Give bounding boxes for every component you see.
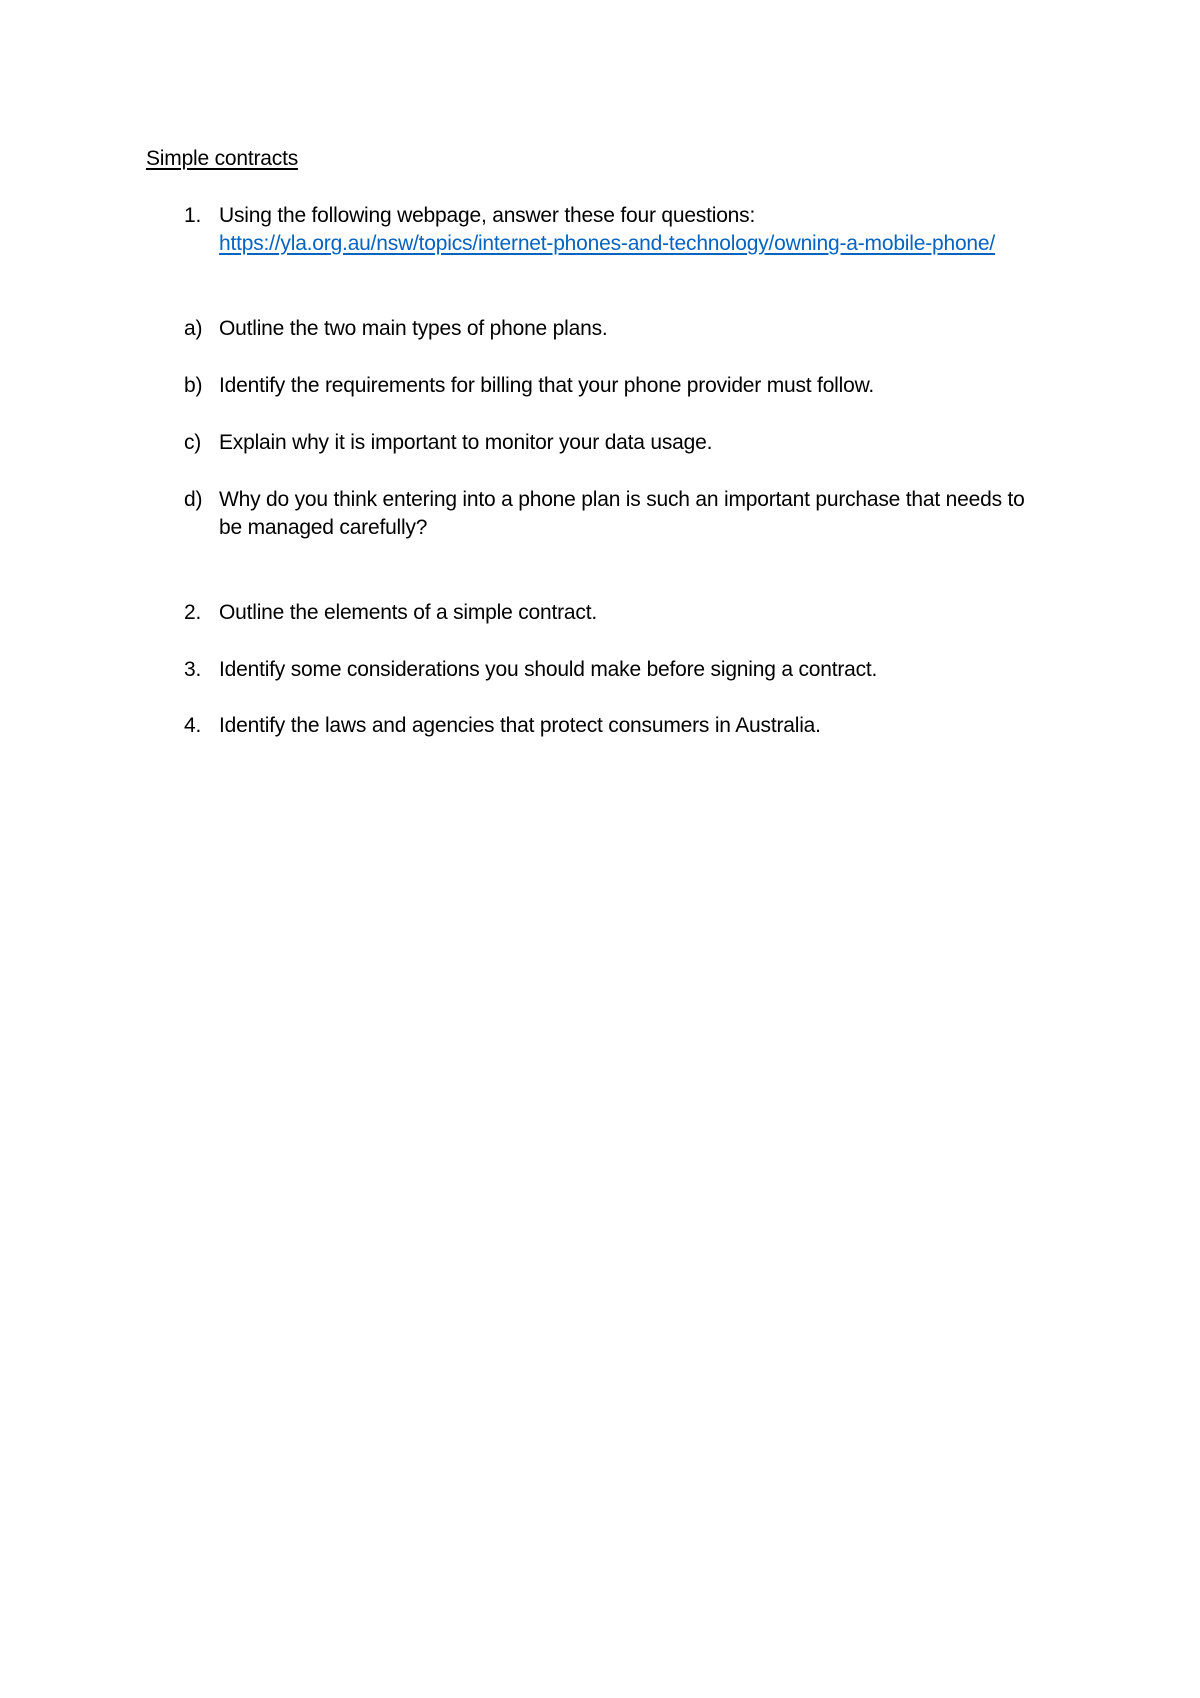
question-3-number: 3. <box>184 658 202 681</box>
question-3-text: Identify some considerations you should make before signing a contract. <box>219 658 878 681</box>
question-4-number: 4. <box>184 714 202 737</box>
question-1-text: Using the following webpage, answer these four questions: <box>219 204 756 227</box>
question-1-body <box>219 202 1049 258</box>
question-2-number: 2. <box>184 601 202 624</box>
question-1-number: 1. <box>184 204 202 227</box>
sub-question-a-text: Outline the two main types of phone plans. <box>219 317 608 340</box>
sub-question-d-marker: d) <box>184 488 203 511</box>
document-heading: Simple contracts <box>146 147 299 170</box>
question-2-text: Outline the elements of a simple contract. <box>219 601 597 624</box>
question-4-text: Identify the laws and agencies that protect consumers in Australia. <box>219 714 821 737</box>
sub-question-d-text: Why do you think entering into a phone plan is such an important purchase that needs to be managed carefully? <box>219 488 1025 539</box>
sub-question-c-marker: c) <box>184 431 202 454</box>
sub-question-c-text: Explain why it is important to monitor your data usage. <box>219 431 713 454</box>
sub-question-b-marker: b) <box>184 374 203 397</box>
sub-question-a-marker: a) <box>184 317 203 340</box>
webpage-link[interactable]: https://yla.org.au/nsw/topics/internet-phones-and-technology/owning-a-mobile-phone/ <box>219 232 996 255</box>
sub-question-b-text: Identify the requirements for billing that your phone provider must follow. <box>219 374 875 397</box>
